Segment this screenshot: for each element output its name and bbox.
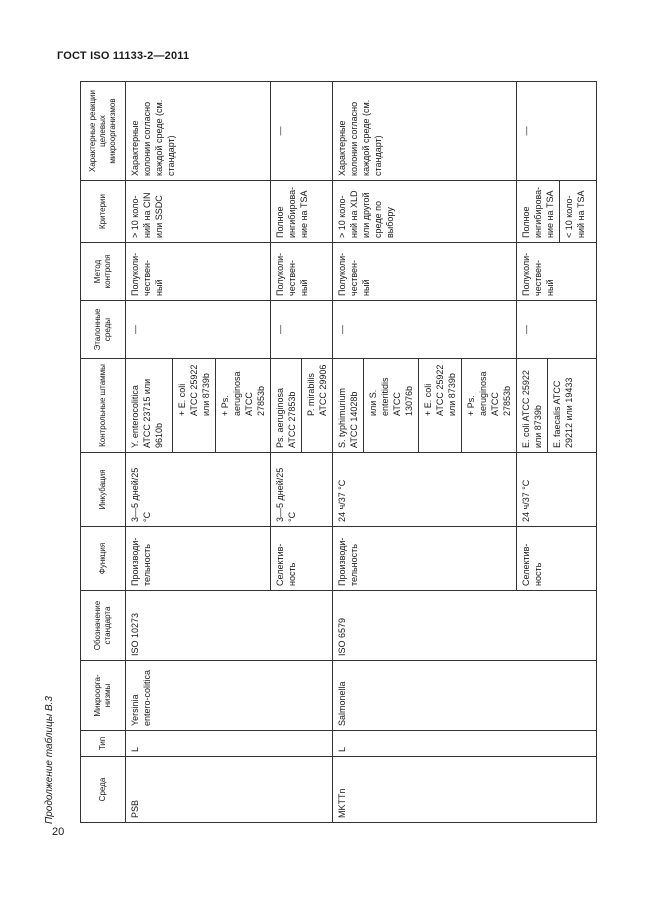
strain-mktt-sel-2: E. faecalis ATCC 29212 или 19433 (552, 377, 574, 448)
table-row (333, 82, 517, 823)
ref-mktt-sel: — (517, 301, 597, 359)
type-mktt: L (333, 731, 597, 757)
col-incubation: Инкубация (81, 453, 126, 527)
criteria-psb-sel: Полное ингибирова-ние на TSA (271, 181, 333, 243)
strains-mktt (333, 359, 517, 453)
strain-psb-3: + Ps. aeruginosa ATCC 27853b (220, 371, 266, 416)
organism-mktt: Salmonella (333, 661, 597, 731)
method-mktt-sel: Полуколи-чествен-ный (517, 243, 597, 301)
strain-psb-sel-1: Ps. aeruginosa ATCC 27853b (271, 359, 302, 452)
strain-psb-2: + E. coli ATCC 25922 или 8739b (173, 359, 216, 452)
rotated-table-container (80, 82, 586, 823)
method-psb: Полуколи-чествен-ный (126, 243, 271, 301)
method-psb-sel: Полуколи-чествен-ный (271, 243, 333, 301)
reaction-psb: Характерные колонии согласно каждой среде (см. стандарт) (126, 82, 271, 181)
col-reaction: Характерные реакции целевых микроорганизмов (81, 82, 126, 181)
function-psb: Производи-тельность (126, 527, 271, 591)
function-psb-sel: Селектив-ность (271, 527, 333, 591)
strain-psb-1: Y. enterocolitica ATCC 23715 или 9610b (126, 359, 173, 452)
strains-psb-sel (271, 359, 333, 453)
col-strains: Контрольные штаммы (81, 359, 126, 453)
col-function: Функция (81, 527, 126, 591)
strain-mktt-3: + E. coli ATCC 25922 или 8739b (419, 359, 462, 452)
ref-psb: — (126, 301, 271, 359)
col-reference: Эталонные среды (81, 301, 126, 359)
reaction-mktt: Характерные колонии согласно каждой среде (см. стандарт) (333, 82, 517, 181)
criteria-mktt-sel-2: < 10 коло-ний на TSA (564, 190, 586, 238)
strains-mktt-sel (517, 359, 597, 453)
strains-psb (126, 359, 271, 453)
ref-mktt: — (333, 301, 517, 359)
col-method: Метод контроля (81, 243, 126, 301)
function-mktt-sel: Селектив-ность (517, 527, 597, 591)
strain-mktt-4: + Ps. aeruginosa ATCC 27853b (466, 371, 512, 416)
reaction-mktt-sel: — (517, 82, 597, 181)
col-criteria: Критерии (81, 181, 126, 243)
incubation-mktt: 24 ч/37 °C (333, 453, 517, 527)
method-mktt: Полуколи-чествен-ный (333, 243, 517, 301)
strain-mktt-1: S. typhimurium ATCC 14028b (333, 359, 364, 452)
criteria-mktt: > 10 коло-ний на XLD или другой среде по выбору (333, 181, 517, 243)
strain-mktt-sel-1: E. coli ATCC 25922 или 8739b (517, 359, 548, 452)
type-psb: L (126, 731, 333, 757)
criteria-mktt-sel (517, 181, 597, 243)
col-medium: Среда (81, 757, 126, 823)
incubation-psb-sel: 3—5 дней/25 °C (271, 453, 333, 527)
page-number: 20 (52, 826, 65, 838)
organism-psb: Yersinia entero-colitica (126, 661, 333, 731)
col-type: Тип (81, 731, 126, 757)
medium-psb: PSB (126, 757, 333, 823)
criteria-mktt-sel-1: Полное ингибирова-ние на TSA (517, 181, 560, 242)
standard-psb: ISO 10273 (126, 591, 333, 661)
header-row (81, 82, 126, 823)
col-standard: Обозначение стандарта (81, 591, 126, 661)
incubation-psb: 3—5 дней/25 °C (126, 453, 271, 527)
reaction-psb-sel: — (271, 82, 333, 181)
col-organism: Микроорга-низмы (81, 661, 126, 731)
function-mktt: Производи-тельность (333, 527, 517, 591)
medium-mktt: MKTTn (333, 757, 597, 823)
document-header: ГОСТ ISO 11133-2—2011 (57, 50, 190, 62)
media-table (80, 81, 597, 823)
table-caption: Продолжение таблицы В.3 (44, 696, 55, 824)
ref-psb-sel: — (271, 301, 333, 359)
strain-mktt-2: или S. enteritidis ATCC 13076b (364, 359, 419, 452)
table-row (126, 82, 271, 823)
incubation-mktt-sel: 24 ч/37 °C (517, 453, 597, 527)
strain-psb-sel-2: P. mirabilis ATCC 29906 (306, 364, 328, 416)
criteria-psb: > 10 коло-ний на CIN или SSDC (126, 181, 271, 243)
standard-mktt: ISO 6579 (333, 591, 597, 661)
